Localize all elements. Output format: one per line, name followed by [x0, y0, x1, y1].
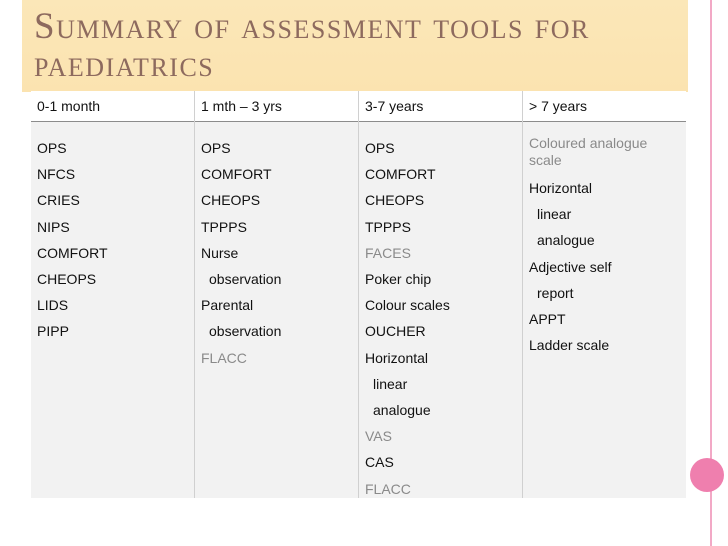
- column-over-7-years: [529, 135, 669, 358]
- tool-item: Parental: [201, 297, 254, 314]
- tool-item: linear: [373, 375, 408, 392]
- column-0-1-month: [37, 135, 108, 345]
- tool-item: CHEOPS: [37, 271, 97, 288]
- slide-title: [34, 8, 684, 84]
- tool-item: analogue: [373, 402, 431, 419]
- tool-item: LIDS: [37, 297, 69, 314]
- tool-item: OUCHER: [365, 323, 426, 340]
- tool-item: Horizontal: [529, 180, 593, 196]
- tool-item: COMFORT: [365, 166, 436, 183]
- tool-item: Colour scales: [365, 297, 450, 314]
- tool-item: Adjective self: [529, 258, 612, 275]
- tool-item: TPPPS: [201, 218, 247, 235]
- tool-item: PIPP: [37, 323, 69, 340]
- column-divider: [522, 91, 523, 498]
- tool-item: NIPS: [37, 218, 70, 235]
- tool-item: observation: [209, 323, 282, 340]
- tool-item: APPT: [529, 311, 566, 328]
- tool-item: NFCS: [37, 166, 76, 183]
- tool-item: observation: [209, 271, 282, 288]
- tool-item: FACES: [365, 244, 411, 261]
- tool-item: COMFORT: [37, 244, 108, 261]
- tool-item: OPS: [37, 140, 67, 156]
- slide-title-line-1: Summary of assessment tools for: [34, 6, 590, 47]
- tool-item: VAS: [365, 428, 392, 445]
- tool-item: FLACC: [365, 480, 411, 497]
- tool-item: FLACC: [201, 349, 247, 366]
- tool-item: Ladder scale: [529, 337, 610, 354]
- header-over-7-years: > 7 years: [529, 98, 587, 114]
- tool-item: CRIES: [37, 192, 80, 209]
- decorative-dot: [690, 458, 724, 492]
- column-divider: [194, 91, 195, 498]
- tool-item: Nurse: [201, 244, 239, 261]
- tool-item: OPS: [201, 140, 231, 156]
- header-3-7-years: 3-7 years: [365, 98, 424, 114]
- tool-item: COMFORT: [201, 166, 272, 183]
- header-1mth-3yrs: 1 mth – 3 yrs: [201, 98, 282, 114]
- tool-item: Poker chip: [365, 271, 432, 288]
- tool-item: report: [537, 284, 574, 301]
- assessment-table: [31, 91, 686, 498]
- tool-item: linear: [537, 206, 572, 223]
- tool-item: analogue: [537, 232, 595, 249]
- tool-item: Horizontal: [365, 349, 429, 366]
- slide-title-line-2: paediatrics: [34, 44, 215, 85]
- tool-item: OPS: [365, 140, 395, 156]
- tool-item: CAS: [365, 454, 394, 471]
- header-0-1-month: 0-1 month: [37, 98, 101, 114]
- column-1mth-3yrs: [201, 135, 281, 371]
- column-divider: [358, 91, 359, 498]
- tool-item: TPPPS: [365, 218, 411, 235]
- tool-item: Coloured analogue scale: [529, 135, 648, 168]
- column-3-7-years: [365, 135, 450, 502]
- tool-item: CHEOPS: [365, 192, 425, 209]
- tool-item: CHEOPS: [201, 192, 261, 209]
